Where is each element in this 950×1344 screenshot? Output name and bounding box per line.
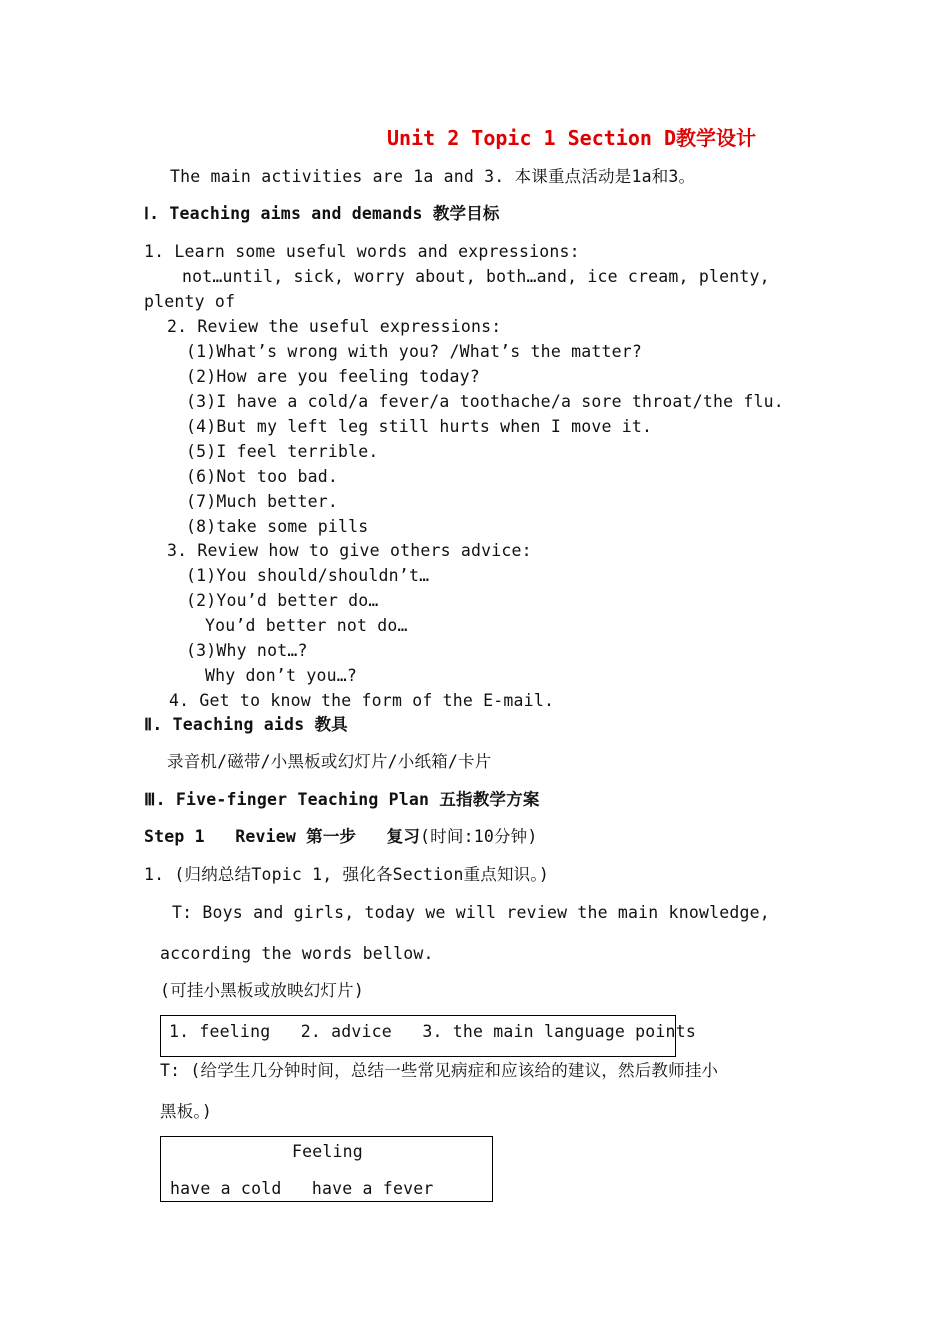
teacher-note-line-2: 黑板。) <box>160 1102 212 1121</box>
teacher-speech-line-2: according the words bellow. <box>160 944 434 963</box>
feeling-box-row: have a cold have a fever <box>170 1179 434 1198</box>
step-1-point-1: 1. (归纳总结Topic 1, 强化各Section重点知识。) <box>144 865 549 884</box>
teaching-aids-list: 录音机/磁带/小黑板或幻灯片/小纸箱/卡片 <box>167 752 492 771</box>
expression-6: (6)Not too bad. <box>186 467 339 486</box>
intro-text: The main activities are 1a and 3. 本课重点活动是1a和3。 <box>170 167 696 186</box>
expression-3: (3)I have a cold/a fever/a toothache/a sore throat/the flu. <box>186 392 784 411</box>
expression-5: (5)I feel terrible. <box>186 442 379 461</box>
advice-1: (1)You should/shouldn’t… <box>186 566 430 585</box>
aims-item-1-words: not…until, sick, worry about, both…and, ice cream, plenty, <box>182 267 770 286</box>
aims-item-4: 4. Get to know the form of the E-mail. <box>169 691 555 710</box>
step-1-heading <box>144 826 538 848</box>
expression-1: (1)What’s wrong with you? /What’s the matter? <box>186 342 643 361</box>
section-heading-teaching-aids: Ⅱ. Teaching aids 教具 <box>144 715 348 734</box>
aims-item-2: 2. Review the useful expressions: <box>167 317 502 336</box>
teacher-note-line-1: T: (给学生几分钟时间，总结一些常见病症和应该给的建议，然后教师挂小 <box>160 1061 719 1080</box>
aims-item-1-words-cont: plenty of <box>144 292 236 311</box>
blackboard-box-topics <box>160 1015 696 1057</box>
blackboard-box-feeling <box>160 1136 493 1202</box>
expression-8: (8)take some pills <box>186 517 369 536</box>
feeling-box-header: Feeling <box>292 1142 363 1161</box>
expression-7: (7)Much better. <box>186 492 339 511</box>
section-heading-teaching-aims: Ⅰ. Teaching aims and demands 教学目标 <box>144 204 500 223</box>
step-1-label: Step 1 Review 第一步 复习 <box>144 827 421 846</box>
advice-3: (3)Why not…? <box>186 641 308 660</box>
advice-2: (2)You’d better do… <box>186 591 379 610</box>
expression-2: (2)How are you feeling today? <box>186 367 480 386</box>
aims-item-1: 1. Learn some useful words and expressions: <box>144 242 580 261</box>
advice-2b: You’d better not do… <box>205 616 408 635</box>
expression-4: (4)But my left leg still hurts when I move it. <box>186 417 653 436</box>
section-heading-teaching-plan: Ⅲ. Five-finger Teaching Plan 五指教学方案 <box>144 790 540 809</box>
blackboard-note: (可挂小黑板或放映幻灯片) <box>160 981 364 1000</box>
advice-3b: Why don’t you…? <box>205 666 358 685</box>
blackboard-topics-text: 1. feeling 2. advice 3. the main language points <box>169 1022 696 1041</box>
step-1-time: (时间:10分钟) <box>420 827 538 846</box>
document-title: Unit 2 Topic 1 Section D教学设计 <box>387 126 756 150</box>
teacher-speech-line-1: T: Boys and girls, today we will review the main knowledge, <box>172 903 770 922</box>
aims-item-3: 3. Review how to give others advice: <box>167 541 532 560</box>
